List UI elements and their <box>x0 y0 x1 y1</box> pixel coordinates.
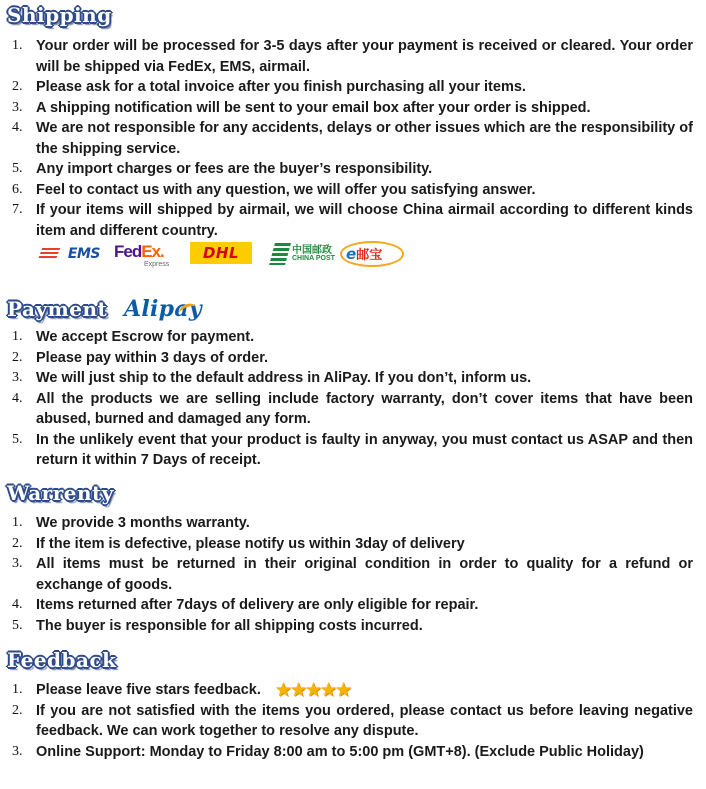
item-text: In the unlikely event that your product is faulty in anyway, you must contact us ASAP and then return it within 7 Days of receipt. <box>36 431 693 468</box>
list-item <box>0 118 706 159</box>
list-item <box>0 534 706 555</box>
item-text: All items must be returned in their original condition in order to quality for a refund or exchange of goods. <box>36 556 693 593</box>
china-post-logo <box>272 241 335 267</box>
item-number: 2. <box>12 349 23 365</box>
item-number: 4. <box>12 390 23 406</box>
list-item <box>0 616 706 637</box>
warranty-list <box>0 513 706 636</box>
list-item <box>0 554 706 595</box>
five-stars-icon: ★★★★★ <box>274 680 351 701</box>
list-item <box>0 595 706 616</box>
list-item <box>0 680 706 701</box>
item-number: 7. <box>12 202 23 217</box>
fedex-express-text: Express <box>144 261 170 268</box>
list-item <box>0 742 706 763</box>
list-item <box>0 77 706 98</box>
china-post-icon <box>269 243 291 265</box>
item-number: 3. <box>12 99 23 115</box>
e-youbao-text: e邮宝 <box>346 245 383 263</box>
item-text: Please ask for a total invoice after you finish purchasing all your items. <box>36 79 526 95</box>
item-text: We are not responsible for any accidents, delays or other issues which are the responsibility of the shipping service. <box>36 120 693 157</box>
fedex-logo <box>114 242 174 268</box>
alipay-logo <box>124 296 202 322</box>
fedex-fed-text: Fed <box>114 242 142 261</box>
list-item <box>0 430 706 471</box>
carrier-logos <box>40 238 410 270</box>
item-text: Your order will be processed for 3-5 days after your payment is received or cleared. Your order will be shipped via FedEx, EMS, airmail. <box>36 38 693 75</box>
item-number: 1. <box>12 329 23 344</box>
list-item <box>0 701 706 742</box>
list-item <box>0 98 706 119</box>
shipping-list <box>0 36 706 241</box>
list-item <box>0 159 706 180</box>
item-number: 2. <box>12 79 23 94</box>
item-text: We will just ship to the default address in AliPay. If you don’t, inform us. <box>36 370 532 386</box>
item-text: We accept Escrow for payment. <box>36 329 255 345</box>
item-number: 5. <box>12 431 23 447</box>
e-youbao-logo <box>340 238 406 268</box>
list-item <box>0 368 706 389</box>
item-text: If your items will shipped by airmail, we will choose China airmail according to different kinds item and different country. <box>36 202 693 239</box>
list-item <box>0 513 706 534</box>
payment-heading: Payment <box>7 297 108 321</box>
ems-logo <box>40 246 100 262</box>
item-text: We provide 3 months warranty. <box>36 515 250 531</box>
item-number: 1. <box>12 682 23 697</box>
item-number: 2. <box>12 535 23 551</box>
item-number: 1. <box>12 515 23 530</box>
item-number: 3. <box>12 556 23 571</box>
warranty-heading: Warrenty <box>7 481 114 505</box>
item-number: 2. <box>12 702 23 718</box>
item-number: 4. <box>12 597 23 612</box>
item-text: Please pay within 3 days of order. <box>36 349 269 366</box>
feedback-list <box>0 680 706 762</box>
item-text: Please leave five stars feedback. <box>36 682 261 698</box>
payment-list <box>0 327 706 471</box>
item-number: 5. <box>12 161 23 176</box>
item-number: 3. <box>12 370 23 385</box>
item-number: 1. <box>12 38 23 53</box>
item-text: Online Support: Monday to Friday 8:00 am to 5:00 pm (GMT+8). (Exclude Public Holiday) <box>36 743 644 760</box>
ems-logo-text: EMS <box>67 246 100 262</box>
list-item <box>0 36 706 77</box>
item-text: Items returned after 7days of delivery are only eligible for repair. <box>36 597 479 613</box>
dhl-logo: DHL <box>190 242 252 264</box>
list-item <box>0 200 706 241</box>
item-text: All the products we are selling include factory warranty, don’t cover items that have been abused, burned and damaged any form. <box>36 390 693 427</box>
shipping-heading: Shipping <box>7 3 112 27</box>
item-text: Any import charges or fees are the buyer’s responsibility. <box>36 161 433 177</box>
item-number: 5. <box>12 617 23 633</box>
list-item <box>0 389 706 430</box>
item-text: Feel to contact us with any question, we will offer you satisfying answer. <box>36 181 536 198</box>
alipay-logo-text: Alipay <box>124 296 203 322</box>
item-number: 3. <box>12 743 23 759</box>
fedex-ex-text: Ex. <box>141 242 164 261</box>
list-item <box>0 327 706 348</box>
list-item <box>0 180 706 201</box>
ems-stripes-icon <box>38 248 60 260</box>
item-text: A shipping notification will be sent to your email box after your order is shipped. <box>36 99 591 116</box>
china-post-en-text: CHINA POST <box>292 255 335 262</box>
feedback-heading: Feedback <box>7 648 117 672</box>
item-text: The buyer is responsible for all shipping costs incurred. <box>36 617 423 634</box>
china-post-cn-text: 中国邮政 <box>292 245 332 256</box>
item-text: If the item is defective, please notify us within 3day of delivery <box>36 535 465 552</box>
item-number: 4. <box>12 120 23 135</box>
item-number: 6. <box>12 181 23 197</box>
item-text: If you are not satisfied with the items you ordered, please contact us before leaving negative feedback. We can work together to resolve any dispute. <box>36 702 693 739</box>
list-item <box>0 348 706 369</box>
